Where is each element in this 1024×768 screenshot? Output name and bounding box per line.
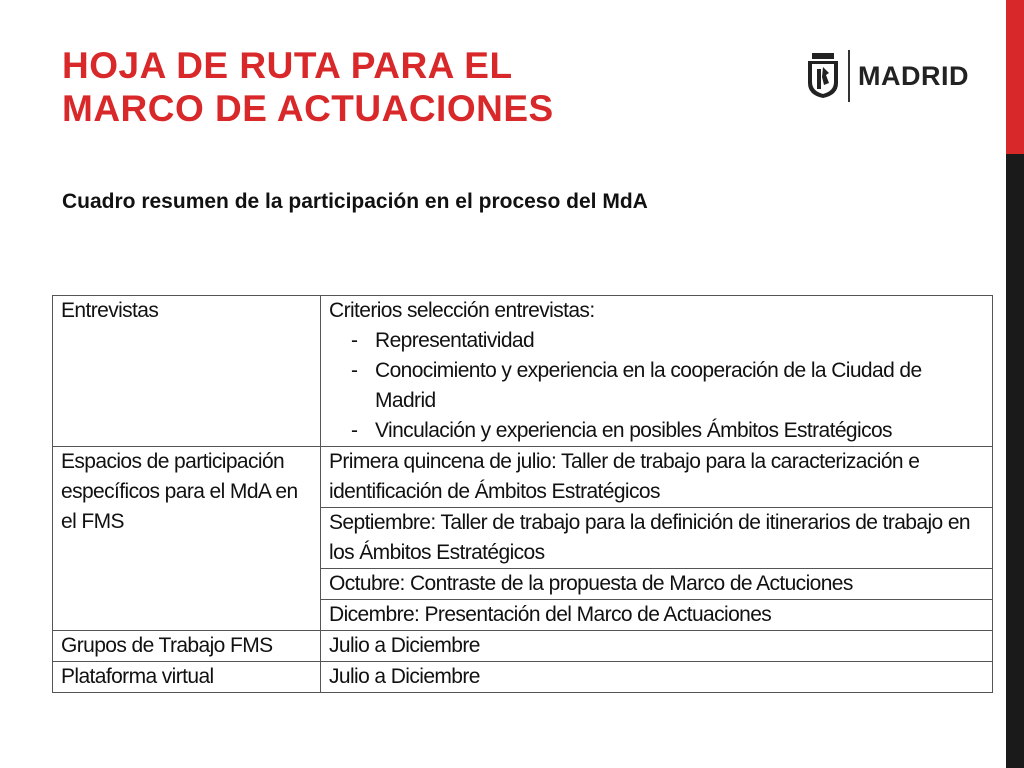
slide-subtitle: Cuadro resumen de la participación en el proceso del MdA bbox=[62, 190, 648, 213]
list-item: - Representatividad bbox=[351, 326, 986, 356]
table-row bbox=[53, 631, 993, 662]
table-cell-content: Julio a Diciembre bbox=[321, 662, 993, 693]
madrid-coat-of-arms-icon bbox=[806, 53, 840, 99]
accent-bar-red bbox=[1006, 0, 1024, 154]
slide-title bbox=[62, 44, 742, 130]
table-cell-content bbox=[321, 296, 993, 447]
table-cell-label: Espacios de participación específicos para el MdA en el FMS bbox=[53, 447, 321, 631]
table-cell-content: Dicembre: Presentación del Marco de Actuaciones bbox=[321, 600, 993, 631]
logo-wordmark: MADRID bbox=[858, 60, 969, 91]
table-cell-label: Entrevistas bbox=[53, 296, 321, 447]
table-cell-label: Plataforma virtual bbox=[53, 662, 321, 693]
table-cell-content: Julio a Diciembre bbox=[321, 631, 993, 662]
criteria-list bbox=[329, 326, 986, 446]
logo-divider bbox=[848, 50, 850, 102]
criteria-intro: Criterios selección entrevistas: bbox=[329, 299, 595, 322]
list-item: - Vinculación y experiencia en posibles Ámbitos Estratégicos bbox=[351, 416, 986, 446]
table-cell-label: Grupos de Trabajo FMS bbox=[53, 631, 321, 662]
slide-title-line-2: MARCO DE ACTUACIONES bbox=[62, 88, 554, 129]
table-row bbox=[53, 662, 993, 693]
table-row bbox=[53, 296, 993, 447]
table-cell-content: Septiembre: Taller de trabajo para la definición de itinerarios de trabajo en los Ámbitos Estratégicos bbox=[321, 508, 993, 569]
table-cell-content: Primera quincena de julio: Taller de trabajo para la caracterización e identificación de Ámbitos Estratégicos bbox=[321, 447, 993, 508]
table-row bbox=[53, 447, 993, 508]
table-cell-content: Octubre: Contraste de la propuesta de Marco de Actuciones bbox=[321, 569, 993, 600]
list-item: - Conocimiento y experiencia en la cooperación de la Ciudad de Madrid bbox=[351, 356, 986, 416]
madrid-logo bbox=[806, 48, 969, 104]
slide-title-line-1: HOJA DE RUTA PARA EL bbox=[62, 45, 513, 86]
participation-summary-table bbox=[52, 295, 993, 693]
accent-bar-dark bbox=[1006, 154, 1024, 768]
